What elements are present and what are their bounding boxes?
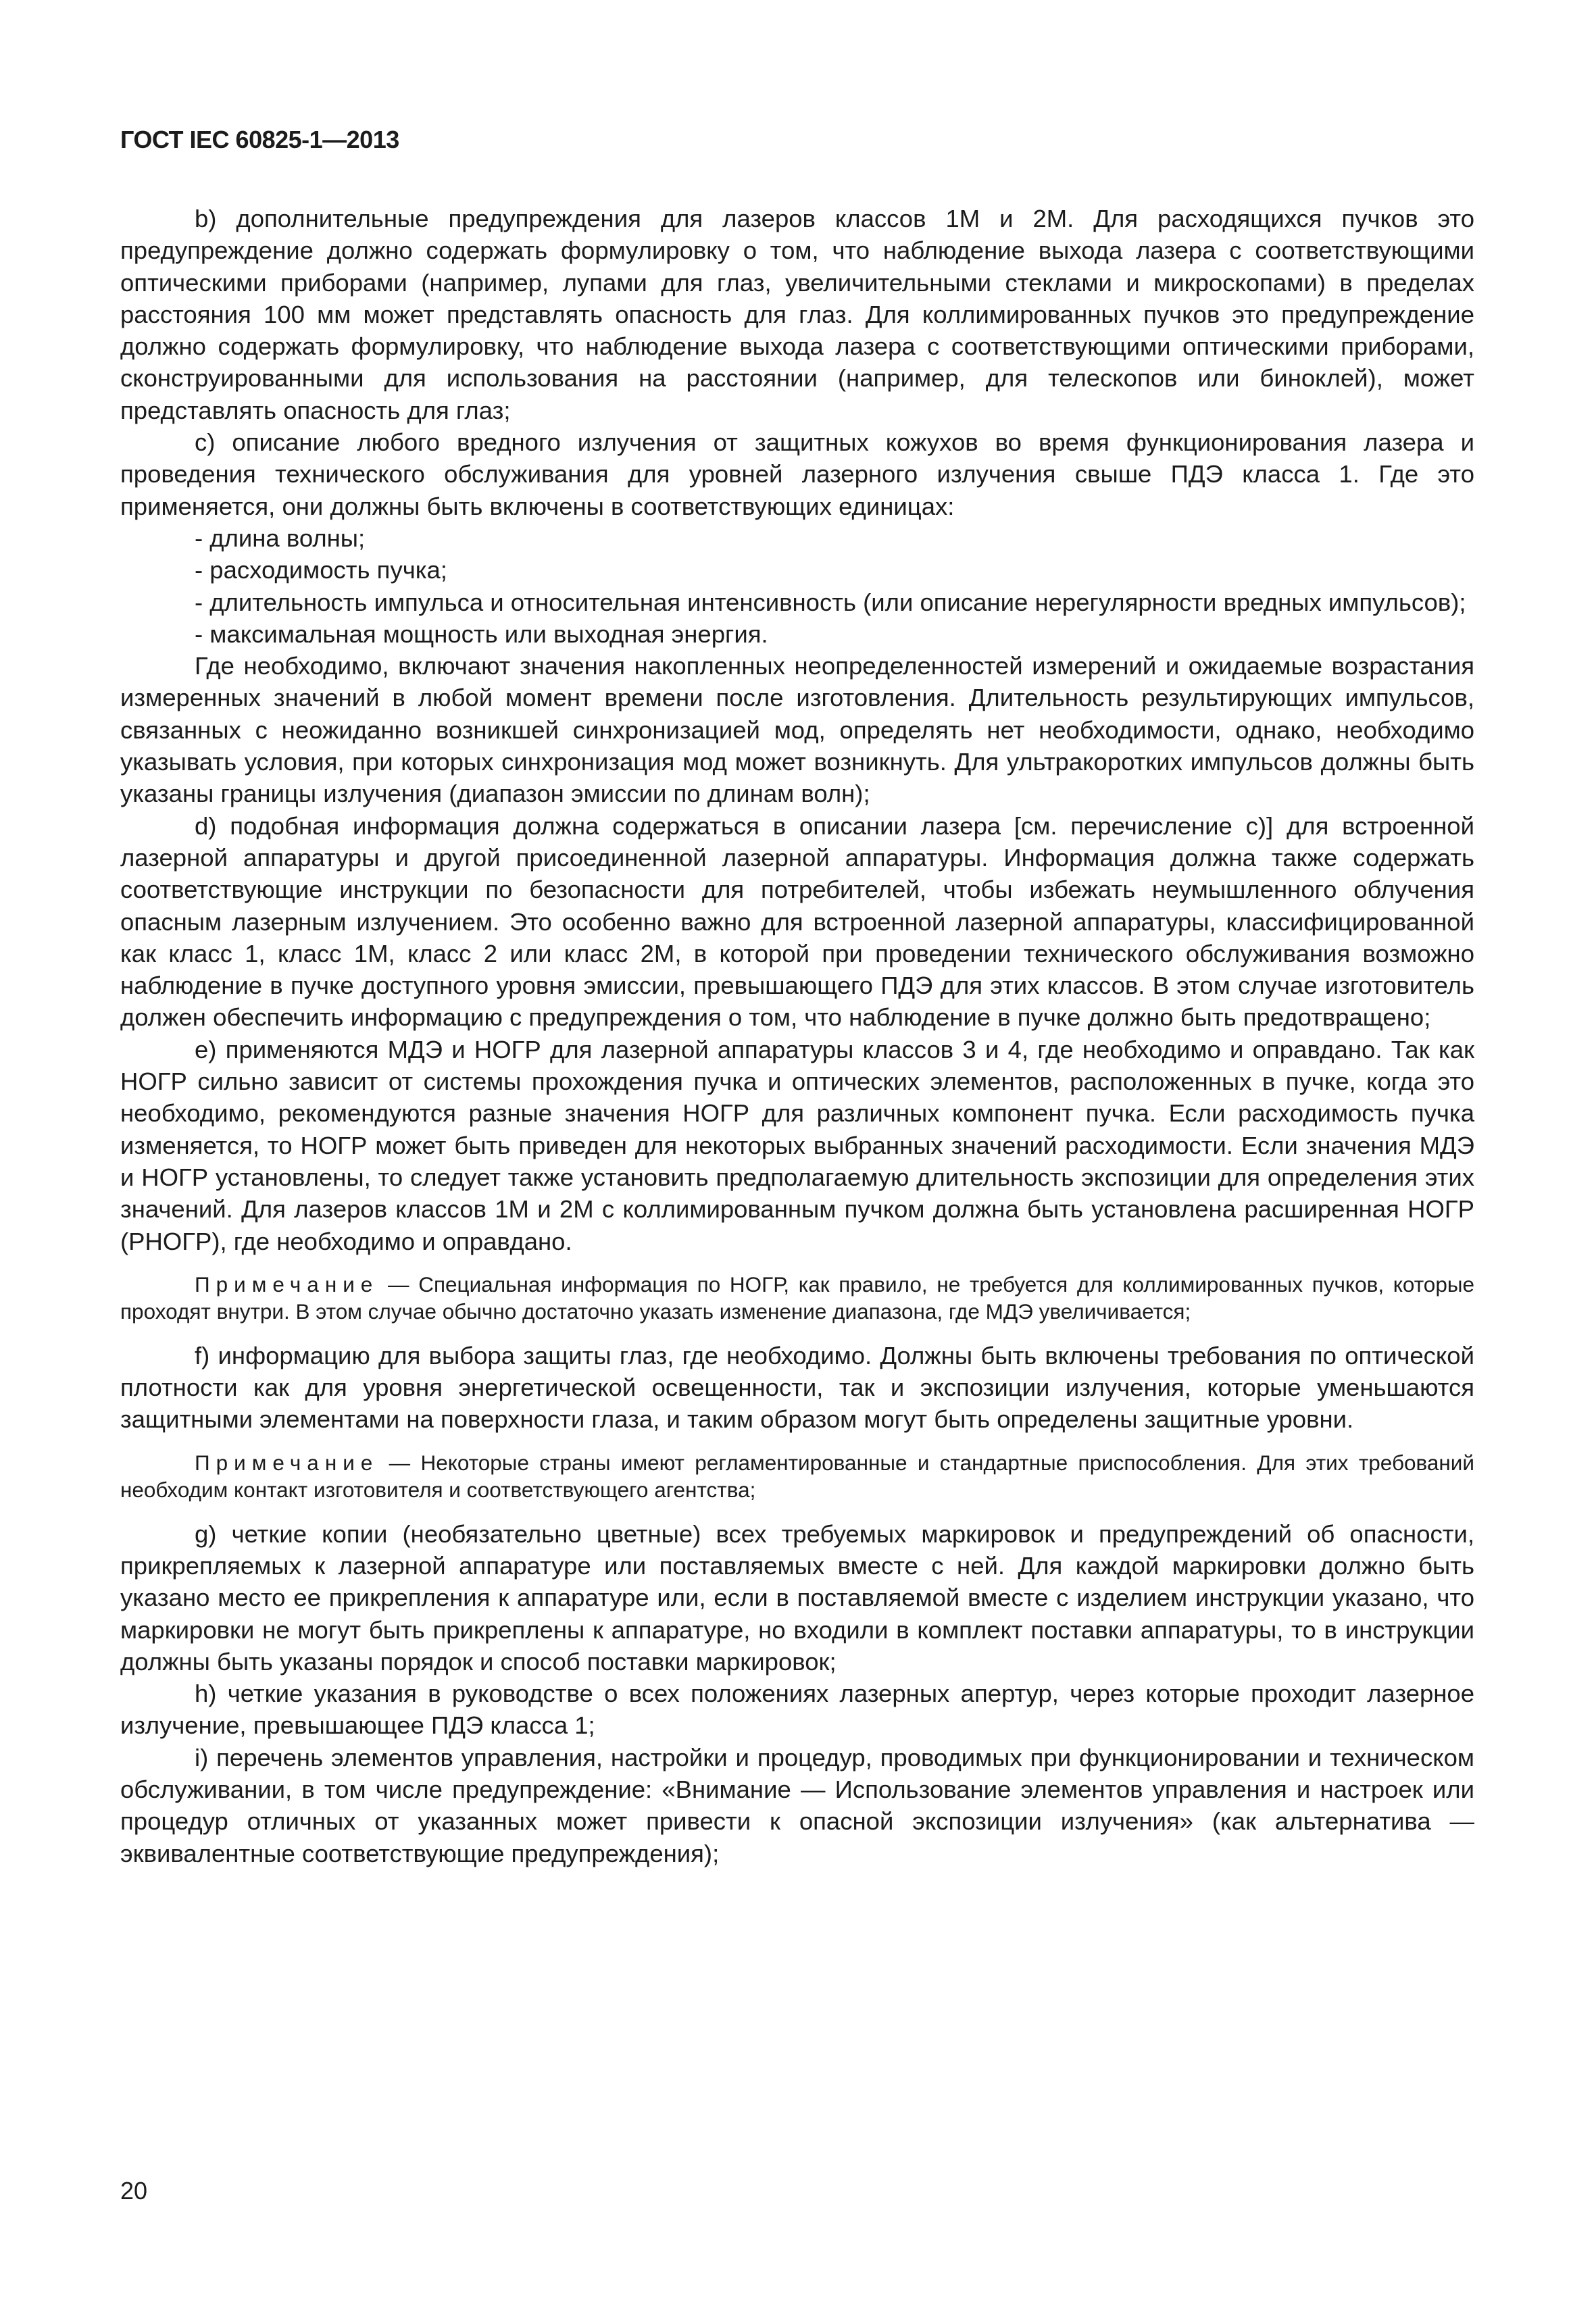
note-2-text: — Некоторые страны имеют регламентированные и стандартные приспособления. Для этих требований необходим контакт изготовителя и соответствующего агентства; [120,1450,1474,1502]
note-2 [120,1449,1474,1503]
paragraph-h: h) четкие указания в руководстве о всех положениях лазерных апертур, через которые проходит лазерное излучение, превышающее ПДЭ класса 1; [120,1680,1474,1740]
note-2-label: Примечание [195,1450,379,1475]
paragraph-f: f) информацию для выбора защиты глаз, где необходимо. Должны быть включены требования по оптической плотности как для уровня энергетической освещенности, так и экспозиции излучения, которые уменьшаются защитными элементами на поверхности глаза, и таким образом могут быть определены защитные уровни. [120,1341,1474,1434]
list-item-max-power: - максимальная мощность или выходная энергия. [195,620,768,648]
paragraph-g: g) четкие копии (необязательно цветные) всех требуемых маркировок и предупреждений об опасности, прикрепляемых к лазерной аппаратуре или поставляемых вместе с ней. Для каждой маркировки должно быть указано место ее прикрепления к аппаратуре или, если в поставляемой вместе с изделием инструкции указано, что маркировки не могут быть прикреплены к аппаратуре, но входили в комплект поставки аппаратуры, то в инструкции должны быть указаны порядок и способ поставки маркировок; [120,1519,1474,1676]
list-item-pulse-duration: - длительность импульса и относительная интенсивность (или описание нерегулярности вредных импульсов); [195,588,1466,616]
paragraph-d: d) подобная информация должна содержаться в описании лазера [см. перечисление с)] для встроенной лазерной аппаратуры и другой присоединенной лазерной аппаратуры. Информация должна также содержать соответствующие инструкции по безопасности для потребителей, чтобы избежать неумышленного облучения опасным лазерным излучением. Это особенно важно для встроенной лазерной аппаратуры, классифицированной как класс 1, класс 1М, класс 2 или класс 2М, в которой при проведении технического обслуживания возможно наблюдение в пучке доступного уровня эмиссии, превышающего ПДЭ для этих классов. В этом случае изготовитель должен обеспечить информацию с предупреждения о том, что наблюдение в пучке должно быть предотвращено; [120,811,1474,1032]
list-item-divergence: - расходимость пучка; [195,556,447,584]
note-1-text: — Специальная информация по НОГР, как правило, не требуется для коллимированных пучков, которые проходят внутри. В этом случае обычно достаточно указать изменение диапазона, где МДЭ увеличивается; [120,1272,1474,1324]
paragraph-c: с) описание любого вредного излучения от защитных кожухов во время функционирования лазера и проведения технического обслуживания для уровней лазерного излучения свыше ПДЭ класса 1. Где это применяется, они должны быть включены в соответствующих единицах: [120,428,1474,520]
paragraph-uncertainties: Где необходимо, включают значения накопленных неопределенностей измерений и ожидаемые возрастания измеренных значений в любой момент времени после изготовления. Длительность результирующих импульсов, связанных с неожиданно возникшей синхронизацией мод, определять нет необходимости, однако, необходимо указывать условия, при которых синхронизация мод может возникнуть. Для ультракоротких импульсов должны быть указаны границы излучения (диапазон эмиссии по длинам волн); [120,652,1474,808]
paragraph-i: i) перечень элементов управления, настройки и процедур, проводимых при функционировании и техническом обслуживании, в том числе предупреждение: «Внимание — Использование элементов управления и настроек или процедур отличных от указанных может привести к опасной экспозиции излучения» (как альтернатива — эквивалентные соответствующие предупреждения); [120,1743,1474,1867]
paragraph-e: е) применяются МДЭ и НОГР для лазерной аппаратуры классов 3 и 4, где необходимо и оправдано. Так как НОГР сильно зависит от системы прохождения пучка и оптических элементов, расположенных в пучке, когда это необходимо, рекомендуются разные значения НОГР для различных компонент пучка. Если расходимость пучка изменяется, то НОГР может быть приведен для некоторых выбранных значений расходимости. Если значения МДЭ и НОГР установлены, то следует также установить предполагаемую длительность экспозиции для определения этих значений. Для лазеров классов 1М и 2М с коллимированным пучком должна быть установлена расширенная НОГР (РНОГР), где необходимо и оправдано. [120,1035,1474,1255]
note-1-label: Примечание [195,1272,379,1297]
list-item-wavelength: - длина волны; [195,524,366,552]
paragraph-b: b) дополнительные предупреждения для лазеров классов 1М и 2М. Для расходящихся пучков это предупреждение должно содержать формулировку о том, что наблюдение выхода лазера с соответствующими оптическими приборами (например, лупами для глаз, увеличительными стеклами и микроскопами) в пределах расстояния 100 мм может представлять опасность для глаз. Для коллимированных пучков это предупреждение должно содержать формулировку, что наблюдение выхода лазера с соответствующими оптическими приборами, сконструированными для использования на расстоянии (например, для телескопов или биноклей), может представлять опасность для глаз; [120,205,1474,424]
document-header-title: ГОСТ IEC 60825-1—2013 [120,126,399,153]
document-body [120,203,1474,1869]
note-1 [120,1271,1474,1325]
page-number: 20 [120,2177,148,2205]
